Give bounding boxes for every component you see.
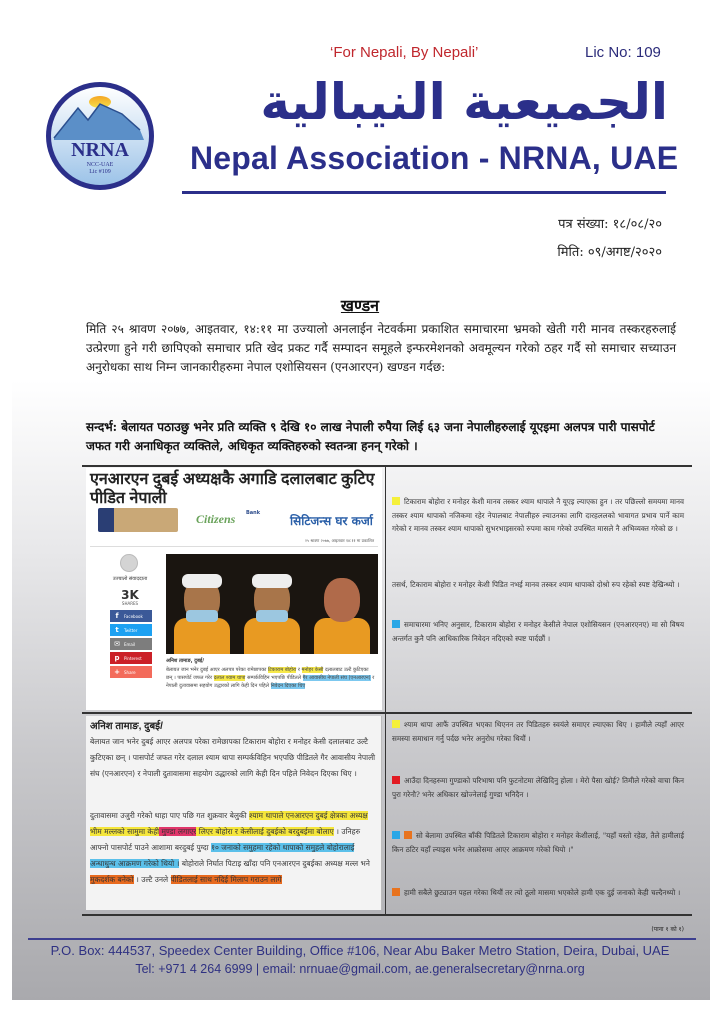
pinterest-share-button — [110, 652, 152, 664]
clip-text: दुतावासमा उजुरी गरेको थाहा पाए पछि गत शुक्रवार बेलुकी — [90, 811, 250, 820]
photo-caption — [166, 666, 376, 690]
news-clipping-bottom — [86, 716, 382, 910]
ad-loan-text: सिटिजन्स घर कर्जा — [290, 514, 373, 528]
page-number: (पाना १ को १) — [651, 926, 684, 933]
clipping-published-date: २५ श्रावण २०७७, आइतवार १४:११ मा प्रकाशित — [304, 538, 374, 543]
author-name: उज्यालो संवाददाता — [112, 576, 148, 582]
rebuttal-note — [392, 886, 684, 900]
logo-ncc-text: NCC-UAE — [86, 162, 114, 168]
email-icon: ✉ — [114, 640, 120, 648]
yellow-highlight: लिएर बोहोरा र केसीलाई दुबईको बरदुबईमा बोलाए — [196, 827, 334, 836]
orange-marker-icon — [392, 888, 400, 896]
note-text: आउँदा दिनहरुमा गुण्डाको परिभाषा पनि फुटनोटमा लेखिदिनु होला । मेरो पैसा खोई? तिमीले गरेको वाचा किन पुरा गरेनौ? भनेर अधिकार खोज्नेलाई गुण्डा भनिदैन । — [392, 776, 684, 799]
clip-text: बोहोराले निर्घात पिटाइ खाँदा पनि एनआरएन दुबईका अध्यक्ष मल्ल भने — [179, 859, 370, 868]
table-row-divider — [82, 712, 692, 714]
caption-text: र नेपाली दुतावासमा सहयोग उद्धारको लागि केही दिन पहिले — [166, 675, 375, 689]
footer-divider — [28, 938, 696, 940]
caption-text: बेलायत जान भनेर दुबई आएर अलपत्र परेका रामेछापका — [166, 667, 268, 673]
caption-text: सम्पर्कविहिन भएपछि पीडितले — [245, 675, 303, 681]
clip-text: । उनिहरु आफ्नो पासपोर्ट पाउने आशामा बरदुबई पुग्दा — [90, 827, 361, 852]
context-paragraph: सन्दर्भ: बेलायत पठाउछु भनेर प्रति व्यक्ति ९ देखि १० लाख नेपाली रुपैया लिई ६३ जना नेपालीहरुलाई यूएइमा अलपत्र पारी पासपोर्ट जफत गरी अनाधिकृत व्यक्तिले, अधिकृत व्यक्तिहरुको स्वतन्त्रा हनन् गरेको । — [86, 420, 655, 453]
tagline: ‘For Nepali, By Nepali’ — [330, 44, 479, 61]
letter-date: मिति: ०९/अगष्ट/२०२० — [557, 245, 662, 260]
clipping-paragraph-highlighted — [90, 808, 378, 888]
yellow-marker-icon — [392, 720, 400, 728]
facebook-icon: f — [115, 612, 119, 620]
blue-highlight: १० जनाको समुहमा रहेको थापाको समुहले बोहोरालाई अन्धाधुन्ध आक्रमण गरेको थियो । — [90, 843, 355, 868]
share-label: Twitter — [124, 627, 138, 633]
share-label: Email — [124, 641, 136, 647]
caption-text: दलालबाट उल्टै कुटिएका छन् । पासपोर्ट जफत गरेर — [166, 667, 369, 681]
share-label: Facebook — [124, 613, 143, 619]
caption-text: र — [296, 667, 302, 673]
rebuttal-note — [392, 618, 684, 645]
orange-highlight: पीडितलाई साथ नदिई मिलाप गराउन लागे — [170, 875, 282, 884]
clip-text: । उल्टै उनले — [133, 875, 171, 884]
email-share-button — [110, 638, 152, 650]
news-clipping-top — [86, 468, 382, 710]
facebook-share-button — [110, 610, 152, 622]
org-name: Nepal Association - NRNA, UAE — [190, 140, 679, 176]
share-label: Share — [124, 669, 136, 675]
photo-person — [238, 564, 304, 654]
caption-highlight: गैर आवासीय नेपाली संघ (एनआरएन) — [302, 675, 371, 681]
letter-number: पत्र संख्या: १८/०८/२० — [558, 217, 662, 232]
yellow-highlight: श्याम थापाले एनआरएन दुबई क्षेत्रका अध्यक्ष भीम मल्लको सामुमा केही — [90, 811, 368, 836]
blue-marker-icon — [392, 620, 400, 628]
note-text: तसर्थ, टिकाराम बोहोरा र मनोहर केशी पिडित नभई मानव तस्कर श्याम थापाको दोश्रो रुप रहेको स्पष्ट देखिन्थ्यो । — [392, 580, 680, 589]
caption-highlight: दलाल श्याम थापा — [213, 675, 246, 681]
note-text: हामी सबैले छुट्याउन पहल गरेका थियौं तर त्यो ठूलो मासमा भएकोले हामी एक दुई जनाको केही चल्दैनथ्यो । — [404, 888, 681, 897]
intro-paragraph: मिति २५ श्रावण २०७७, आइतवार, १४:११ मा उज्यालो अनलाईन नेटवर्कमा प्रकाशित समाचारमा भ्रमको खेती गरी मानव तस्करहरुलाई उत्प्रेरणा हुने गरी छापिएको समाचार प्रति खेद प्रकट गर्दै सम्पादन समूहले इन्फरमेशनको अवमूल्यन गरेको ठहर गर्दै सो समाचार सच्याउन अनुरोधका साथ निम्न जानकारीहरुमा नेपाल एशोसियसन (एनआरएन) खण्डन गर्दछ: — [86, 322, 676, 374]
header-divider — [182, 191, 666, 194]
ad-bank-label: Bank — [246, 510, 261, 516]
table-top-border — [82, 465, 692, 467]
orange-marker-icon — [404, 831, 412, 839]
photo-person — [168, 564, 234, 654]
logo-nrna-text: NRNA — [71, 139, 129, 161]
share-label: Pinterest — [124, 655, 142, 661]
ad-brand: Citizens — [196, 512, 236, 526]
rebuttal-note — [392, 495, 684, 536]
table-column-divider — [385, 465, 386, 916]
photo-person — [308, 564, 374, 654]
clipping-byline: अनिश तामाङ, दुबई/ — [90, 721, 163, 732]
twitter-icon: t — [115, 626, 119, 634]
nrna-logo — [44, 80, 156, 192]
photo-caption-byline: अनिश तामाङ, दुबई/ — [166, 658, 205, 664]
license-number: Lic No: 109 — [585, 44, 661, 61]
blue-marker-icon — [392, 831, 400, 839]
red-marker-icon — [392, 776, 400, 784]
caption-highlight: निवेदन दिएका थिए — [270, 683, 306, 689]
rebuttal-note — [392, 774, 684, 801]
table-bottom-border — [82, 914, 692, 916]
plus-icon: + — [114, 668, 120, 676]
rebuttal-note — [392, 829, 684, 856]
logo-lic-text: Lic #109 — [89, 169, 111, 175]
ad-banner — [98, 508, 382, 534]
yellow-marker-icon — [392, 497, 400, 505]
note-text: समाचारमा भनिए अनुसार, टिकाराम बोहोरा र मनोहर केसीले नेपाल एशोसियसन (एनआरएनए) मा सो विषय अन्तर्गत कुनै पनि आधिकारिक निवेदन नदिएको स्पष्ट पार्दछौं । — [392, 620, 684, 643]
author-avatar-icon — [120, 554, 138, 572]
note-text: टिकाराम बोहोरा र मनोहर केशी मानव तस्कर श्याम थापाले नै यूएइ ल्याएका हुन । तर पछिल्लो समयमा मानव तस्कर श्याम थापाको नजिकमा रहेर नेपालबाट नेपालीहरु ल्याउनका लागि दारहललको भावागत प्रभाव पार्ने काम गरेको र मानव तस्कर श्याम थापाको सुभरभाइसरको रुपमा काम गरेको उपस्थित मासले नै अभिव्यक्त गरेको छ । — [392, 497, 684, 533]
pinterest-icon: p — [114, 654, 120, 662]
note-text: श्याम थापा आफैं उपस्थित भएका थिएनन तर पिडितहरु स्वयंले समाएर ल्याएका थिए । हामीले त्यहाँ आएर समस्या समाधान गर्नु पर्दछ भनेर अनुरोध गरेका थियौं । — [392, 720, 684, 743]
caption-highlight: टिकाराम बोहोरा — [267, 667, 297, 673]
clipping-divider — [90, 546, 378, 547]
news-photo — [166, 554, 378, 654]
caption-highlight: मनोहर केसी — [301, 667, 324, 673]
twitter-share-button — [110, 624, 152, 636]
document-title: खण्डन — [340, 296, 380, 315]
rebuttal-note — [392, 578, 684, 592]
orange-highlight: मुकदर्शक बनेको — [90, 875, 134, 884]
rebuttal-note — [392, 718, 684, 745]
clipping-headline: एनआरएन दुबई अध्यक्षकै अगाडि दलालबाट कुटिए पीडित नेपाली — [90, 471, 375, 507]
shares-count: 3K — [121, 588, 139, 602]
footer-contact: Tel: +971 4 264 6999 | email: nrnuae@gmail.com, ae.generalsecretary@nrna.org — [135, 962, 585, 976]
clipping-paragraph: बेलायत जान भनेर दुबई आएर अलपत्र परेका रामेछापका टिकाराम बोहोरा र मनोहर केसी दलालबाट उल्टै कुटिएका छन् । पासपोर्ट जफत गरेर दलाल श्याम थापा सम्पर्कविहिन भएपछि पीडितले गैर आवासीय नेपाली संघ (एनआरएन) र नेपाली दुतावासमा सहयोग उद्धारको लागि केही दिन पहिले निवेदन दिएका थिए । — [90, 737, 376, 778]
red-highlight: मुण्डा लगाएर — [159, 827, 197, 836]
more-share-button — [110, 666, 152, 678]
footer-address: P.O. Box: 444537, Speedex Center Building, Office #106, Near Abu Baker Metro Station, Deira, Dubai, UAE — [50, 943, 670, 958]
ad-image — [98, 508, 178, 532]
shares-label: SHARES — [121, 601, 139, 606]
note-text: सो बेलामा उपस्थित बाँकी पिडितले टिकाराम बोहोरा र मनोहर केशीलाई, "यहाँ यस्तो रहेछ, तैले हामीलाई किन ठटिर यहाँ ल्याइस भनेर आक्रोसमा आएर आक्रमण गरेको थियो ।" — [392, 831, 684, 854]
arabic-org-name: الجميعية النيبالية — [260, 73, 668, 131]
